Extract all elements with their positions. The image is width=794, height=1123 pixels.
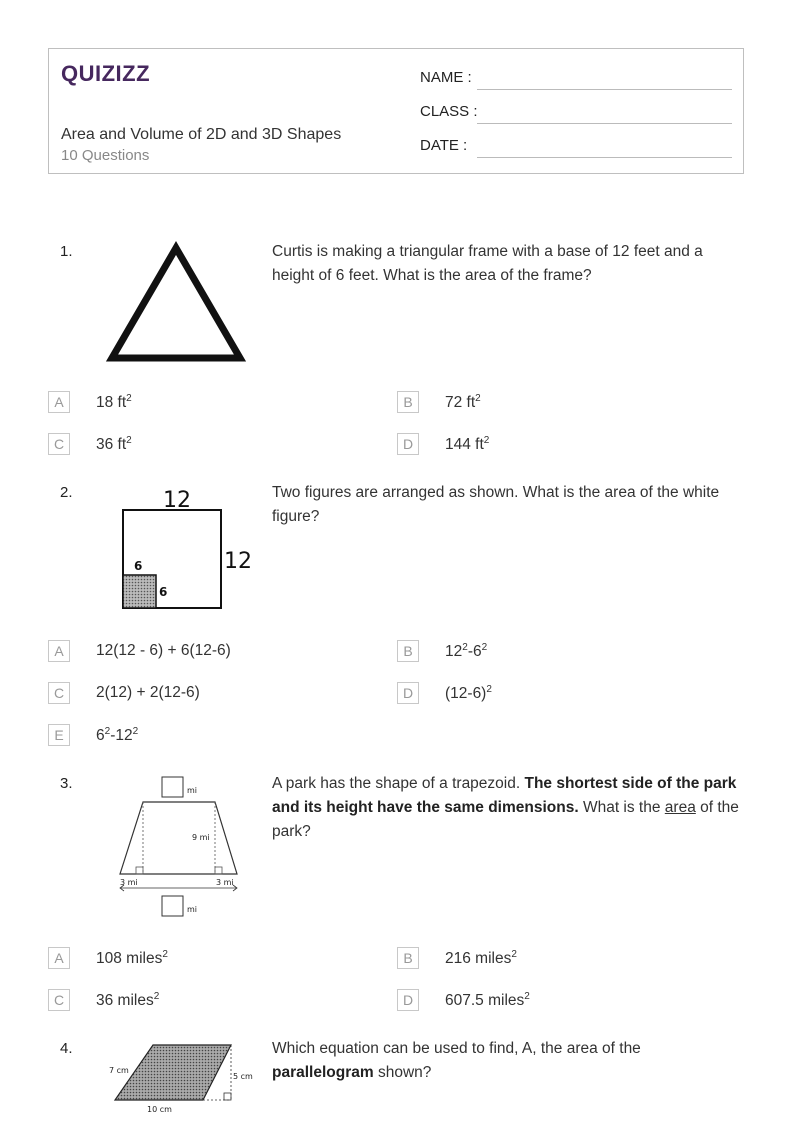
svg-text:7 cm: 7 cm — [109, 1066, 129, 1075]
option-text[interactable]: 12(12 - 6) + 6(12-6) — [96, 642, 231, 659]
worksheet-header — [48, 48, 744, 174]
option-letter[interactable]: A — [48, 947, 70, 969]
trapezoid-figure — [112, 772, 262, 922]
option-letter[interactable]: C — [48, 682, 70, 704]
option-text[interactable]: 36 $ft^2$ — [96, 435, 132, 454]
question-count: 10 Questions — [61, 147, 150, 164]
option-text[interactable]: 36 miles$^2$ — [96, 991, 160, 1010]
option-text[interactable]: 72 $ft^2$ — [445, 393, 481, 412]
svg-text:mi: mi — [187, 905, 198, 914]
svg-text:3 mi: 3 mi — [216, 878, 234, 887]
parallelogram-figure — [105, 1040, 265, 1120]
option-text[interactable]: $6^2-12^2$ — [96, 726, 139, 745]
name-label: NAME : — [420, 69, 472, 86]
svg-text:10 cm: 10 cm — [147, 1105, 172, 1114]
name-field[interactable] — [477, 89, 732, 90]
option-text[interactable]: 144 $ft^2$ — [445, 435, 490, 454]
option-letter[interactable]: A — [48, 391, 70, 413]
label-small-top: 6 — [134, 559, 143, 573]
svg-text:mi: mi — [187, 786, 198, 795]
question-4-number: 4. — [60, 1040, 73, 1057]
option-letter[interactable]: D — [397, 682, 419, 704]
class-label: CLASS : — [420, 103, 478, 120]
date-field[interactable] — [477, 157, 732, 158]
worksheet-title: Area and Volume of 2D and 3D Shapes — [61, 126, 342, 143]
label-top: 12 — [163, 488, 191, 513]
label-right: 12 — [224, 549, 252, 574]
svg-text:5 cm: 5 cm — [233, 1072, 253, 1081]
question-1-number: 1. — [60, 243, 73, 260]
option-letter[interactable]: B — [397, 640, 419, 662]
option-letter[interactable]: C — [48, 989, 70, 1011]
svg-text:9 mi: 9 mi — [192, 833, 210, 842]
quizizz-logo: QUIZIZZ — [61, 61, 151, 86]
label-small-right: 6 — [159, 585, 168, 599]
option-text[interactable]: 2(12) + 2(12-6) — [96, 684, 200, 701]
date-label: DATE : — [420, 137, 468, 154]
square-figure — [110, 482, 260, 617]
option-letter[interactable]: D — [397, 989, 419, 1011]
option-text[interactable]: 216 miles$^2$ — [445, 949, 517, 968]
option-letter[interactable]: D — [397, 433, 419, 455]
option-text[interactable]: $(12-6)^2$ — [445, 684, 492, 703]
option-letter[interactable]: B — [397, 947, 419, 969]
triangle-figure — [100, 238, 255, 368]
question-3-text: A park has the shape of a trapezoid. The shortest side of the park and its height have the same dimensions. What is the area of the park? — [272, 775, 739, 840]
question-4-text: Which equation can be used to find, A, the area of the parallelogram shown? — [272, 1040, 641, 1081]
option-letter[interactable]: A — [48, 640, 70, 662]
option-text[interactable]: 18 $ft^2$ — [96, 393, 132, 412]
option-text[interactable]: $12^2-6^2$ — [445, 642, 488, 661]
svg-text:3 mi: 3 mi — [120, 878, 138, 887]
question-3-number: 3. — [60, 775, 73, 792]
option-text[interactable]: 108 miles$^2$ — [96, 949, 168, 968]
question-1-text: Curtis is making a triangular frame with a base of 12 feet and a height of 6 feet. What is the area of the frame? — [272, 243, 703, 284]
option-letter[interactable]: C — [48, 433, 70, 455]
option-text[interactable]: 607.5 miles$^2$ — [445, 991, 530, 1010]
class-field[interactable] — [477, 123, 732, 124]
question-2-text: Two figures are arranged as shown. What is the area of the white figure? — [272, 484, 720, 525]
option-letter[interactable]: E — [48, 724, 70, 746]
question-2-number: 2. — [60, 484, 73, 501]
option-letter[interactable]: B — [397, 391, 419, 413]
